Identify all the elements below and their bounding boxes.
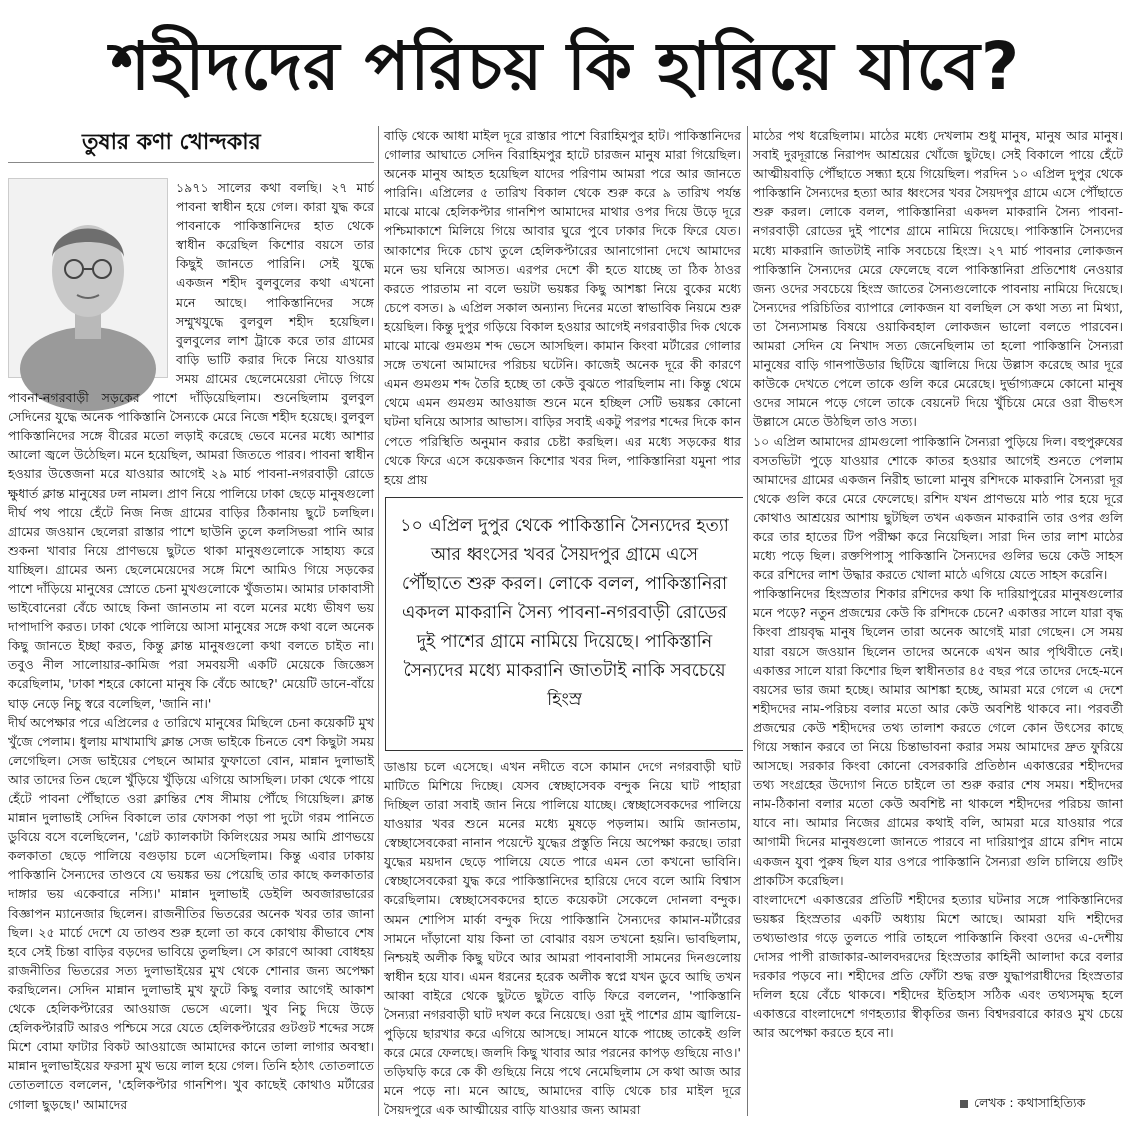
author-note-text: লেখক : কথাসাহিত্যিক bbox=[974, 1095, 1086, 1110]
byline: তুষার কণা খোন্দকার bbox=[82, 130, 261, 155]
author-photo bbox=[8, 178, 168, 378]
paragraph: বাড়ি থেকে আধা মাইল দূরে রাস্তার পাশে বিরাহিমপুর হাট। পাকিস্তানিদের গোলার আঘাতে সেদিন বিরাহিমপুর হাটে চারজন মানুষ মারা গিয়েছিল। অনেক মানুষ আহত হয়েছিল যাদের পরিণাম আমরা পরে আর জানতে পারিনি। এপ্রিলের ৫ তারিখ বিকাল থেকে শুরু করে ৯ তারিখ পর্যন্ত মাঝে মাঝে হেলিকপ্টার গানশিপ আমাদের মাথার ওপর দিয়ে উড়ে দূরে পশ্চিমাকাশে মিলিয়ে গিয়ে আবার ঘুরে পুবে ঢাকার দিকে ফিরে যেত। আকাশের দিকে চোখ তুলে হেলিকপ্টারের আনাগোনা দেখে আমাদের মনে ভয় ঘনিয়ে আসত। এরপর দেশে কী হতে যাচ্ছে তা ঠিক ঠাওর করতে পারতাম না বলে ভয়টা ভয়ঙ্কর কিছু আশঙ্কা নিয়ে বুকের মধ্যে চেপে বসত। ৯ এপ্রিল সকাল অন্যান্য দিনের মতো স্বাভাবিক নিয়মে শুরু হয়েছিল। কিন্তু দুপুর গড়িয়ে বিকাল হওয়ার আগেই নগরবাড়ীর দিক থেকে মাঝে মাঝে গুমগুম শব্দ ভেসে আসছিল। কামান কিংবা মর্টারের গোলার সঙ্গে তখনো আমাদের পরিচয় ঘটেনি। কাজেই অনেক দূরে কী কারণে এমন গুমগুম শব্দ তৈরি হচ্ছে তা কেউ বুঝতে পারছিলাম না। কিন্তু থেমে থেমে এমন গুমগুম আওয়াজ শুনে মনে হচ্ছিল সেটি ভয়ঙ্কর কোনো ঘটনা ঘনিয়ে আসার আভাস। বাড়ির সবাই একটু পরপর শব্দের দিকে কান পেতে পরিস্থিতি অনুমান করার চেষ্টা করছিল। এর মধ্যে সড়কের ধার থেকে ফিরে এসে কয়েকজন কিশোর খবর দিল, পাকিস্তানিরা যমুনা পার হয়ে প্রায় bbox=[384, 128, 741, 487]
article-column-3 bbox=[753, 126, 1123, 1076]
column-divider bbox=[378, 126, 379, 1116]
paragraph: বাংলাদেশে একাত্তরের প্রতিটি শহীদের হত্যার ঘটনার সঙ্গে পাকিস্তানিদের ভয়ঙ্কর হিংস্রতার একটি অধ্যায় মিশে আছে। আমরা যদি শহীদের তথ্যভাণ্ডার গড়ে তুলতে পারি তাহলে পাকিস্তানি কিংবা ওদের এ-দেশীয় দোসর পাপী রাজাকার-আলবদরদের হিংস্রতার কাহিনী আলাদা করে বলার দরকার পড়বে না। শহীদের প্রতি ফোঁটা শুদ্ধ রক্ত যুদ্ধাপরাধীদের হিংস্রতার দলিল হয়ে বেঁচে থাকবে। শহীদের ইতিহাস সঠিক এবং তথ্যসমৃদ্ধ হলে একাত্তরে বাংলাদেশে গণহত্যার স্বীকৃতির জন্য বিশ্বদরবারে কারও মুখ চেয়ে আর অপেক্ষা করতে হবে না। bbox=[753, 891, 1123, 1041]
headline: শহীদদের পরিচয় কি হারিয়ে যাবে? bbox=[110, 28, 1021, 105]
article-column-1 bbox=[8, 178, 374, 1112]
author-note bbox=[960, 1094, 1085, 1112]
pullquote-text: ১০ এপ্রিল দুপুর থেকে পাকিস্তানি সৈন্যদের হত্যা আর ধ্বংসের খবর সৈয়দপুর গ্রামে এসে পৌঁছাতে শুরু করল। লোকে বলল, পাকিস্তানিরা একদল মাকরানি সৈন্য পাবনা-নগরবাড়ী রোডের দুই পাশের গ্রামে নামিয়ে দিয়েছে। পাকিস্তানি সৈন্যদের মধ্যে মাকরানি জাতটাই নাকি সবচেয়ে হিংস্র bbox=[400, 516, 729, 710]
paragraph: দীর্ঘ অপেক্ষার পরে এপ্রিলের ৫ তারিখে মানুষের মিছিলে চেনা কয়েকটি মুখ খুঁজে পেলাম। ধুলায় মাখামাখি ক্লান্ত সেজ ভাইকে চিনতে বেশ কিছুটা সময় লেগেছিল। সেজ ভাইয়ের পেছনে আমার ফুফাতো বোন, মান্নান দুলাভাই আর তাদের তিন ছেলে খুঁড়িয়ে খুঁড়িয়ে এগিয়ে আসছিল। ঢাকা থেকে পায়ে হেঁটে পাবনা পৌঁছাতে ওরা ক্লান্তির শেষ সীমায় পৌঁছে গিয়েছিল। ক্লান্ত মান্নান দুলাভাই সেদিন বিকালে তার ফোসকা পড়া পা দুটো গরম পানিতে ডুবিয়ে বসে বলেছিলেন, 'গ্রেট ক্যালকাটা কিলিংয়ের সময় আমি প্রাণভয়ে কলকাতা ছেড়ে পালিয়ে বগুড়ায় চলে এসেছিলাম। কিন্তু এবার ঢাকায় পাকিস্তানি সৈন্যদের তাণ্ডবে যে ভয়ঙ্কর ভয় পেয়েছি তার কাছে কলকাতার দাঙ্গার ভয় একেবারে নস্যি।' মান্নান দুলাভাই ডেইলি অবজারভারের বিজ্ঞাপন ম্যানেজার ছিলেন। রাজনীতির ভিতরের অনেক খবর তার জানা ছিল। ২৫ মার্চে দেশে যে তাণ্ডব শুরু হলো তা কবে কোথায় কীভাবে শেষ হবে সেই চিন্তা বাড়ির বড়দের ভাবিয়ে তুলছিল। সে কারণে আব্বা বোধহয় রাজনীতির ভিতরের সত্য দুলাভাইয়ের মুখ থেকে শোনার জন্য অপেক্ষা করছিলেন। সেদিন মান্নান দুলাভাই মুখ ফুটে কিছু বলার আগেই আকাশ থেকে হেলিকপ্টারের আওয়াজ ভেসে এলো। খুব নিচু দিয়ে উড়ে হেলিকপ্টারটি আরও পশ্চিমে সরে যেতে হেলিকপ্টারের গুটগুট শব্দের সঙ্গে মিশে বোমা ফাটার বিকট আওয়াজে আমাদের কানে তালা লাগার অবস্থা। মান্নান দুলাভাইয়ের ফরসা মুখ ভয়ে লাল হয়ে গেল। তিনি হঠাৎ তোতলাতে তোতলাতে বললেন, 'হেলিকপ্টার গানশিপ। খুব কাছেই কোথাও মর্টারের গোলা ছুড়ছে।' আমাদের bbox=[8, 714, 374, 1112]
column-divider bbox=[747, 126, 748, 1116]
byline-divider bbox=[8, 162, 374, 163]
paragraph: পাকিস্তানিদের হিংস্রতার শিকার রশিদের কথা কি দারিয়াপুরের মানুষগুলোর মনে পড়ে? নতুন প্রজন্মের কেউ কি রশিদকে চেনে? একাত্তর সালে যারা বৃদ্ধ কিংবা প্রায়বৃদ্ধ মানুষ ছিলেন তারা অনেক আগেই মারা গেছেন। সে সময় যারা বয়সে জওয়ান ছিলেন তাদের অনেকে এখন আর পৃথিবীতে নেই। একাত্তর সালে যারা কিশোর ছিল স্বাধীনতার ৪৫ বছর পরে তাদের দেহে-মনে বয়সের ভার জমা হচ্ছে। আমার আশঙ্কা হচ্ছে, আমরা মরে গেলে এ দেশে শহীদদের নাম-পরিচয় বলার মতো আর কেউ অবশিষ্ট থাকবে না। পরবর্তী প্রজন্মের কেউ শহীদদের তথ্য তালাশ করতে গেলে কোন উৎসের কাছে গিয়ে সন্ধান করবে তা নিয়ে চিন্তাভাবনা করার সময় আমাদের দ্রুত ফুরিয়ে আসছে। সরকার কিংবা কোনো বেসরকারি প্রতিষ্ঠান একাত্তরের শহীদদের তথ্য সংগ্রহের উদ্যোগ নিতে চাইলে তা শুরু করার শেষ সময়। শহীদদের নাম-ঠিকানা বলার মতো কেউ অবশিষ্ট না থাকলে শহীদদের পরিচয় জানা যাবে না। আমার নিজের গ্রামের কথাই বলি, আমরা মরে যাওয়ার পরে আগামী দিনের মানুষগুলো জানতে পারবে না দারিয়াপুর গ্রামে রশিদ নামে একজন যুবা পুরুষ ছিল যার ওপরে পাকিস্তানি সৈন্যরা গুলি চালিয়ে গুটিং প্রাকটিস করেছিল। bbox=[753, 586, 1123, 888]
pullquote-box bbox=[385, 497, 743, 751]
paragraph: ডাঙায় চলে এসেছে। এখন নদীতে বসে কামান দেগে নগরবাড়ী ঘাট মাটিতে মিশিয়ে দিচ্ছে। যেসব স্বেচ্ছাসেবক বন্দুক নিয়ে ঘাট পাহারা দিচ্ছিল তারা সবাই জান নিয়ে পালিয়ে যাচ্ছে। স্বেচ্ছাসেবকদের পালিয়ে যাওয়ার খবর শুনে মনের মধ্যে মুষড়ে পড়লাম। আমি জানতাম, স্বেচ্ছাসেবকেরা নানান পয়েন্টে যুদ্ধের প্রস্তুতি নিয়ে অপেক্ষা করছে। তারা যুদ্ধের ময়দান ছেড়ে পালিয়ে যেতে পারে এমন তো কখনো ভাবিনি। স্বেচ্ছাসেবকেরা যুদ্ধ করে পাকিস্তানিদের হারিয়ে দেবে বলে আমি বিশ্বাস করেছিলাম। স্বেচ্ছাসেবকদের হাতে কয়েকটা সেকেলে দোনলা বন্দুক। অমন শোপিস মার্কা বন্দুক দিয়ে পাকিস্তানি সৈন্যদের কামান-মর্টারের সামনে দাঁড়ানো যায় কিনা তা বোঝার বয়স তখনো হয়নি। ভাবছিলাম, নিশ্চয়ই অলীক কিছু ঘটবে আর আমরা পাবনাবাসী সামনের দিনগুলোয় স্বাধীন হয়ে যাব। এমন ধরনের হরেক অলীক স্বপ্নে যখন ডুবে আছি তখন আব্বা বাইরে থেকে ছুটতে ছুটতে বাড়ি ফিরে বললেন, 'পাকিস্তানি সৈন্যরা নগরবাড়ী ঘাট দখল করে নিয়েছে। ওরা দুই পাশের গ্রাম জ্বালিয়ে-পুড়িয়ে ছারখার করে এগিয়ে আসছে। সামনে যাকে পাচ্ছে তাকেই গুলি করে মেরে ফেলছে। জলদি কিছু খাবার আর পরনের কাপড় গুছিয়ে নাও।' তড়িঘড়ি করে কে কী গুছিয়ে নিয়ে পথে নেমেছিলাম সে কথা আজ আর মনে পড়ে না। মনে আছে, আমাদের বাড়ি থেকে চার মাইল দূরে সৈয়দপুরে এক আত্মীয়ের বাড়ি যাওয়ার জন্য আমরা bbox=[384, 758, 741, 1118]
square-bullet-icon bbox=[960, 1100, 968, 1108]
paragraph: ১৯৭১ সালের কথা বলছি। ২৭ মার্চ পাবনা স্বাধীন হয়ে গেল। কারা যুদ্ধ করে পাবনাকে পাকিস্তানিদের হাত থেকে স্বাধীন করেছিল কিশোর বয়সে তার কিছুই জানতে পারিনি। সেই যুদ্ধে একজন শহীদ বুলবুলের কথা এখনো মনে আছে। পাকিস্তানিদের সঙ্গে সম্মুখযুদ্ধে বুলবুল শহীদ হয়েছিল। বুলবুলের লাশ ট্রাকে করে তার গ্রামের বাড়ি ভাটি করার দিকে নিয়ে যাওয়ার সময় গ্রামের ছেলেমেয়েরা দৌড়ে গিয়ে পাবনা-নগরবাড়ী সড়কের পাশে দাঁড়িয়েছিলাম। শুনেছিলাম বুলবুল সেদিনের যুদ্ধে অনেক পাকিস্তানি সৈন্যকে মেরে নিজে শহীদ হয়েছে। বুলবুল পাকিস্তানিদের সঙ্গে বীরের মতো লড়াই করেছে ভেবে মনের মধ্যে আশার আলো জ্বলে উঠেছিল। মনে হয়েছিল, আমরা জিততে পারব। পাবনা স্বাধীন হওয়ার উত্তেজনা মরে যাওয়ার আগেই ২৯ মার্চ পাবনা-নগরবাড়ী রোডে ক্ষুধার্ত ক্লান্ত মানুষের ঢল নামল। প্রাণ নিয়ে পালিয়ে ঢাকা ছেড়ে মানুষগুলো দীর্ঘ পথ পায়ে হেঁটে নিজ নিজ গ্রামের বাড়ির ঠিকানায় ছুটে চলছিল। গ্রামের জওয়ান ছেলেরা রাস্তার পাশে ছাউনি তুলে কলসিভরা পানি আর শুকনা খাবার নিয়ে প্রাণভয়ে ছুটতে থাকা মানুষগুলোকে সাহায্য করে যাচ্ছিল। গ্রামের অন্য ছেলেমেয়েদের সঙ্গে মিশে আমিও গিয়ে সড়কের পাশে দাঁড়িয়ে মানুষের স্রোতে চেনা মুখগুলোকে খুঁজতাম। আমার ঢাকাবাসী ভাইবোনেরা বেঁচে আছে কিনা জানতাম না বলে মনের মধ্যে ভীষণ ভয় দাপাদাপি করত। ঢাকা থেকে পালিয়ে আসা মানুষের সঙ্গে কথা বলে অনেক কিছু জানতে ইচ্ছা করত, কিন্তু ক্লান্ত মানুষগুলো কথা বলতে চাইত না। তবুও নীল সালোয়ার-কামিজ পরা সমবয়সী একটি মেয়েকে জিজ্ঞেস করেছিলাম, 'ঢাকা শহরে কোনো মানুষ কি বেঁচে আছে?' মেয়েটি ডানে-বাঁয়ে ঘাড় নেড়ে নিচু স্বরে বলেছিল, 'জানি না।' bbox=[8, 180, 374, 711]
paragraph: মাঠের পথ ধরেছিলাম। মাঠের মধ্যে দেখলাম শুধু মানুষ, মানুষ আর মানুষ। সবাই দুরদূরান্তে নিরাপদ আশ্রয়ের খোঁজে ছুটছে। সেই বিকালে পায়ে হেঁটে আত্মীয়বাড়ি পৌঁছাতে সন্ধ্যা হয়ে গিয়েছিল। পরদিন ১০ এপ্রিল দুপুর থেকে পাকিস্তানি সৈন্যদের হত্যা আর ধ্বংসের খবর সৈয়দপুর গ্রামে এসে পৌঁছাতে শুরু করল। লোকে বলল, পাকিস্তানিরা একদল মাকরানি সৈন্য পাবনা-নগরবাড়ী রোডের দুই পাশের গ্রামে নামিয়ে দিয়েছে। পাকিস্তানি সৈন্যদের মধ্যে মাকরানি জাতটাই নাকি সবচেয়ে হিংস্র। ২৭ মার্চ পাবনার লোকজন পাকিস্তানি সৈন্যদের মেরে ফেলেছে বলে পাকিস্তানিরা প্রতিশোধ নেওয়ার জন্য ওদের সবচেয়ে হিংস্র জাতের সৈন্যগুলোকে পাবনায় নামিয়ে দিয়েছে। সৈন্যদের পরিচিতির ব্যাপারে লোকজন যা বলছিল সে কথা সত্য না মিথ্যা, তা সৈন্যসামন্ত বিষয়ে ওয়াকিবহাল লোকজন ভালো বলতে পারবেন। আমরা সেদিন যে নিখাদ সত্য জেনেছিলাম তা হলো পাকিস্তানি সৈন্যরা মানুষের বাড়ি গানপাউডার ছিটিয়ে জ্বালিয়ে দিয়ে উল্লাস করেছে আর দূরে কাউকে দেখতে পেলে তাকে গুলি করে মেরেছে। দুর্ভাগ্যক্রমে কোনো মানুষ ওদের সামনে পড়ে গেলে তাকে বেয়নেট দিয়ে খুঁচিয়ে মেরে ওরা বীভৎস উল্লাসে মেতে উঠছিল তাও সত্য। bbox=[753, 128, 1123, 430]
paragraph: ১০ এপ্রিল আমাদের গ্রামগুলো পাকিস্তানি সৈন্যরা পুড়িয়ে দিল। বহুপুরুষের বসতভিটা পুড়ে যাওয়ার শোকে কাতর হওয়ার আগেই শুনতে পেলাম আমাদের গ্রামের একজন নিরীহ ভালো মানুষ রশিদকে মাকরানি সৈন্যরা দূর থেকে গুলি করে মেরে ফেলেছে। রশিদ যখন প্রাণভয়ে মাঠ পার হয়ে দূরে কোথাও আশ্রয়ের আশায় ছুটছিল তখন একজন মাকরানি তার ওপর গুলি করে তার হাতের টিপ পরীক্ষা করে নিয়েছিল। সারা দিন তার লাশ মাঠের মধ্যে পড়ে ছিল। রক্তপিপাসু পাকিস্তানি সৈন্যদের গুলির ভয়ে কেউ সাহস করে রশিদের লাশ উদ্ধার করতে খোলা মাঠে এগিয়ে যেতে সাহস করেনি। bbox=[753, 433, 1123, 583]
